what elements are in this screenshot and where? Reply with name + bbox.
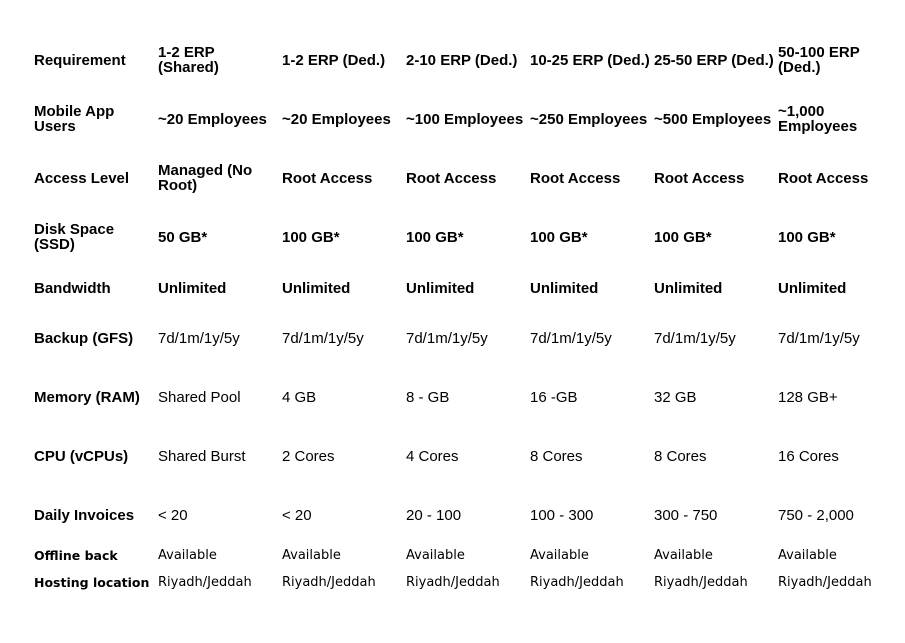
table-cell: 7d/1m/1y/5y (530, 329, 612, 347)
table-cell: Riyadh/Jeddah (406, 575, 500, 590)
table-cell: Shared Burst (158, 447, 246, 465)
table-cell: Unlimited (654, 279, 723, 297)
table-cell: < 20 (282, 506, 312, 524)
table-cell: Available (282, 548, 341, 563)
table-cell: Riyadh/Jeddah (778, 575, 872, 590)
table-cell: 300 - 750 (654, 506, 718, 524)
row-label: CPU (vCPUs) (34, 447, 129, 465)
table-cell: Root Access (530, 169, 621, 187)
table-cell: Available (158, 548, 217, 563)
table-cell: 32 GB (654, 388, 697, 406)
table-row (30, 90, 898, 148)
table-cell: 8 - GB (406, 388, 450, 406)
table-cell: Riyadh/Jeddah (654, 575, 748, 590)
table-cell: 100 GB* (282, 228, 340, 246)
table-cell: Shared Pool (158, 388, 241, 406)
table-cell: ~250 Employees (530, 110, 648, 128)
table-cell: Riyadh/Jeddah (530, 575, 624, 590)
plan-header-cell: 1-2 ERP (Shared) (158, 44, 219, 76)
plan-header-cell: 10-25 ERP (Ded.) (530, 51, 650, 69)
table-cell: Unlimited (530, 279, 599, 297)
row-label: Mobile App Users (34, 103, 115, 135)
table-cell: 50 GB* (158, 228, 208, 246)
table-cell: Available (778, 548, 837, 563)
table-cell: Root Access (778, 169, 869, 187)
plan-header-cell: 25-50 ERP (Ded.) (654, 51, 774, 69)
table-row (30, 366, 898, 428)
table-cell: ~500 Employees (654, 110, 772, 128)
table-cell: Available (654, 548, 713, 563)
table-cell: 100 GB* (406, 228, 464, 246)
table-cell: 7d/1m/1y/5y (158, 329, 240, 347)
table-cell: 750 - 2,000 (778, 506, 854, 524)
table-cell: Unlimited (282, 279, 351, 297)
plan-header-cell: 2-10 ERP (Ded.) (406, 51, 518, 69)
table-header-row (30, 30, 898, 90)
row-label: Disk Space (SSD) (34, 221, 115, 253)
plan-header-cell: 50-100 ERP (Ded.) (778, 44, 860, 76)
table-row (30, 546, 898, 566)
table-cell: Available (530, 548, 589, 563)
table-cell: 100 GB* (530, 228, 588, 246)
table-cell: Unlimited (406, 279, 475, 297)
table-row (30, 566, 898, 600)
row-label: Access Level (34, 169, 130, 187)
table-cell: 8 Cores (654, 447, 707, 465)
table-cell: Root Access (654, 169, 745, 187)
table-cell: 7d/1m/1y/5y (654, 329, 736, 347)
table-cell: 4 Cores (406, 447, 459, 465)
table-cell: Unlimited (158, 279, 227, 297)
spec-comparison-table (30, 30, 898, 600)
table-cell: 20 - 100 (406, 506, 462, 524)
table-row (30, 148, 898, 208)
table-cell: Available (406, 548, 465, 563)
table-cell: 16 Cores (778, 447, 839, 465)
table-cell: Managed (No Root) (158, 162, 253, 194)
row-label: Daily Invoices (34, 506, 135, 524)
table-cell: 7d/1m/1y/5y (282, 329, 364, 347)
table-cell: 7d/1m/1y/5y (406, 329, 488, 347)
row-label: Requirement (34, 51, 126, 69)
table-row (30, 208, 898, 266)
table-cell: Unlimited (778, 279, 847, 297)
table-cell: < 20 (158, 506, 188, 524)
table-cell: Root Access (406, 169, 497, 187)
table-cell: 7d/1m/1y/5y (778, 329, 860, 347)
table-row (30, 428, 898, 484)
plan-header-cell: 1-2 ERP (Ded.) (282, 51, 386, 69)
table-cell: ~1,000 Employees (778, 103, 858, 135)
table-cell: 128 GB+ (778, 388, 838, 406)
table-cell: 100 GB* (778, 228, 836, 246)
table-cell: ~100 Employees (406, 110, 524, 128)
table-cell: 4 GB (282, 388, 317, 406)
table-cell: 16 -GB (530, 388, 578, 406)
row-label: Hosting location (34, 575, 150, 590)
row-label: Bandwidth (34, 279, 111, 297)
table-cell: ~20 Employees (282, 110, 391, 128)
table-cell: 100 - 300 (530, 506, 594, 524)
table-row (30, 484, 898, 546)
table-row (30, 310, 898, 366)
table-cell: 2 Cores (282, 447, 335, 465)
table-cell: Root Access (282, 169, 373, 187)
table-cell: Riyadh/Jeddah (282, 575, 376, 590)
table-cell: 8 Cores (530, 447, 583, 465)
table-cell: ~20 Employees (158, 110, 267, 128)
table-cell: 100 GB* (654, 228, 712, 246)
row-label: Offline back (34, 548, 118, 563)
table-row (30, 266, 898, 310)
table-cell: Riyadh/Jeddah (158, 575, 252, 590)
row-label: Memory (RAM) (34, 388, 140, 406)
row-label: Backup (GFS) (34, 329, 134, 347)
